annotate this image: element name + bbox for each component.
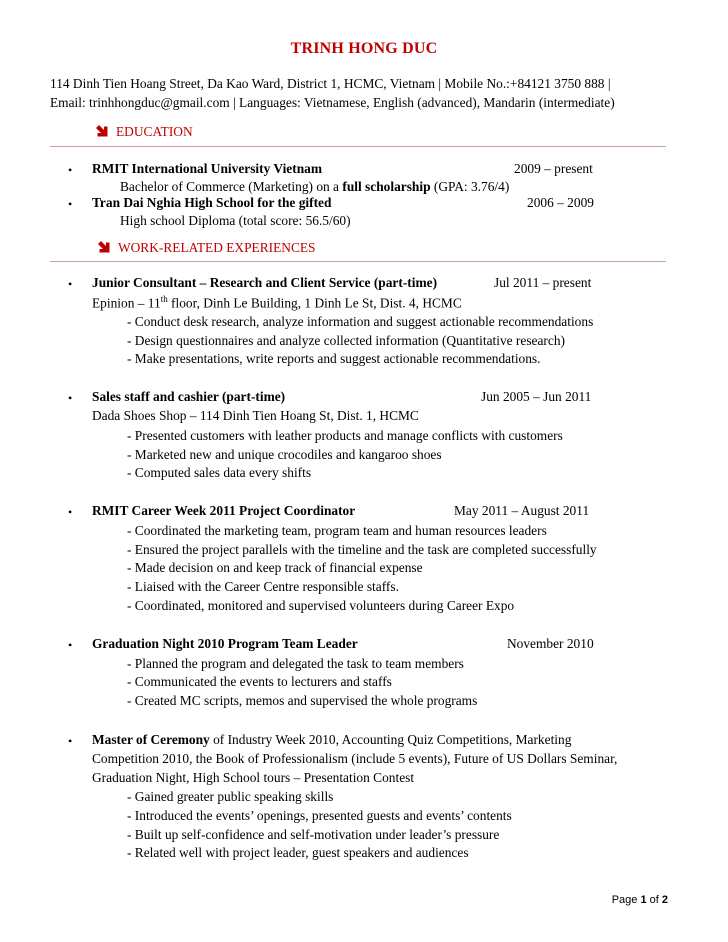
education-heading: [95, 124, 193, 140]
arrow-down-right-icon: [97, 240, 111, 254]
section-divider: [50, 146, 666, 147]
contact-line-email: Email: trinhhongduc@gmail.com | Languages: Vietnamese, English (advanced), Mandarin (intermediate): [50, 95, 615, 110]
bullet: •: [68, 197, 73, 211]
job-duty: - Created MC scripts, memos and supervised the whole programs: [127, 693, 478, 708]
job-title: RMIT Career Week 2011 Project Coordinator: [92, 503, 356, 518]
job-organization: Dada Shoes Shop – 114 Dinh Tien Hoang St, Dist. 1, HCMC: [92, 408, 419, 423]
job-duty: - Planned the program and delegated the task to team members: [127, 656, 464, 671]
school-name: RMIT International University Vietnam: [92, 161, 322, 176]
job-title: Graduation Night 2010 Program Team Leader: [92, 636, 358, 651]
experience-heading: [97, 240, 316, 256]
experience-heading-label: WORK-RELATED EXPERIENCES: [118, 240, 316, 255]
job-duty: - Presented customers with leather products and manage conflicts with customers: [127, 428, 563, 443]
bullet: •: [68, 163, 73, 177]
job-title: Junior Consultant – Research and Client Service (part-time): [92, 275, 438, 290]
job-duty: - Gained greater public speaking skills: [127, 789, 334, 804]
candidate-name: TRINH HONG DUC: [290, 40, 438, 57]
job-duty: - Communicated the events to lecturers and staffs: [127, 674, 392, 689]
job-description: Master of Ceremony of Industry Week 2010, Accounting Quiz Competitions, Marketing: [92, 732, 572, 747]
education-dates: 2009 – present: [514, 161, 593, 176]
bullet: •: [68, 734, 73, 748]
job-duty: - Made decision on and keep track of financial expense: [127, 560, 423, 575]
bullet: •: [68, 505, 73, 519]
job-duty: - Conduct desk research, analyze information and suggest actionable recommendations: [127, 314, 594, 329]
job-title: Master of Ceremony: [92, 732, 210, 747]
job-duty: - Liaised with the Career Centre responsible staffs.: [127, 579, 399, 594]
education-heading-label: EDUCATION: [116, 124, 193, 139]
contact-line-address: 114 Dinh Tien Hoang Street, Da Kao Ward, District 1, HCMC, Vietnam | Mobile No.:+84121 3750 888 |: [50, 76, 611, 91]
job-duty: - Introduced the events’ openings, presented guests and events’ contents: [127, 808, 512, 823]
job-dates: Jul 2011 – present: [494, 275, 592, 290]
job-duty: - Related well with project leader, guest speakers and audiences: [127, 845, 469, 860]
section-divider: [50, 261, 666, 262]
school-name: Tran Dai Nghia High School for the gifted: [92, 195, 332, 210]
job-duty: - Design questionnaires and analyze collected information (Quantitative research): [127, 333, 565, 348]
job-duty: - Ensured the project parallels with the timeline and the task are completed successfully: [127, 542, 597, 557]
job-description: Competition 2010, the Book of Professionalism (include 5 events), Future of US Dollars Seminar,: [92, 751, 618, 766]
job-organization: Epinion – 11th floor, Dinh Le Building, 1 Dinh Le St, Dist. 4, HCMC: [92, 294, 462, 311]
job-title: Sales staff and cashier (part-time): [92, 389, 286, 404]
bullet: •: [68, 277, 73, 291]
arrow-down-right-icon: [95, 124, 109, 138]
bullet: •: [68, 638, 73, 652]
job-dates: November 2010: [507, 636, 594, 651]
job-duty: - Coordinated, monitored and supervised volunteers during Career Expo: [127, 598, 515, 613]
education-detail: Bachelor of Commerce (Marketing) on a full scholarship (GPA: 3.76/4): [120, 179, 510, 194]
job-duty: - Built up self-confidence and self-motivation under leader’s pressure: [127, 827, 500, 842]
page-number: Page 1 of 2: [611, 894, 668, 906]
education-dates: 2006 – 2009: [527, 195, 594, 210]
job-description: Graduation Night, High School tours – Presentation Contest: [92, 770, 415, 785]
job-duty: - Make presentations, write reports and suggest actionable recommendations.: [127, 351, 541, 366]
job-dates: Jun 2005 – Jun 2011: [481, 389, 592, 404]
job-duty: - Coordinated the marketing team, program team and human resources leaders: [127, 523, 547, 538]
job-duty: - Marketed new and unique crocodiles and kangaroo shoes: [127, 447, 442, 462]
job-duty: - Computed sales data every shifts: [127, 465, 312, 480]
job-dates: May 2011 – August 2011: [454, 503, 590, 518]
bullet: •: [68, 391, 73, 405]
education-detail: High school Diploma (total score: 56.5/60): [120, 213, 351, 228]
